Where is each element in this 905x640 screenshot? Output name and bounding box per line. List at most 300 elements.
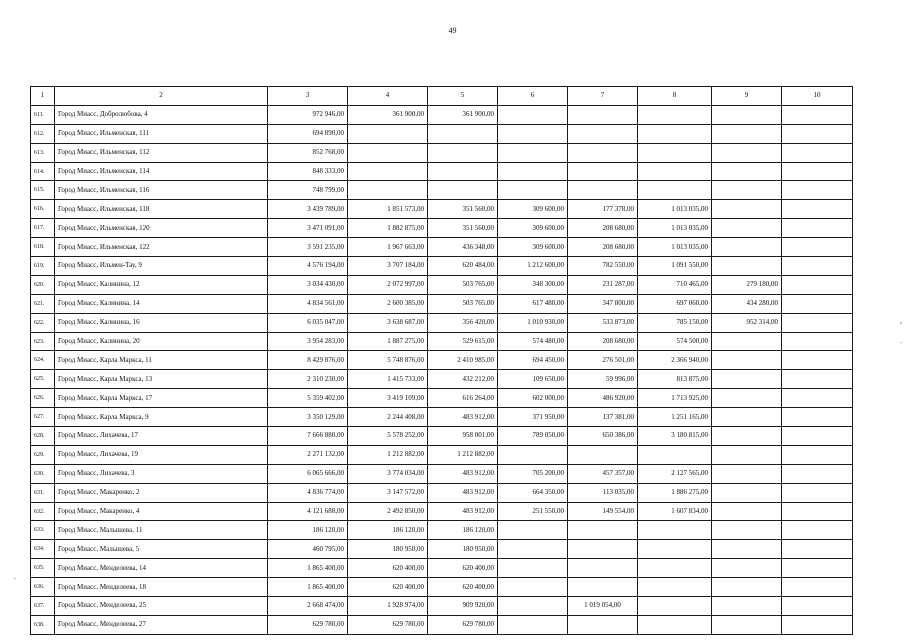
value-cell-col10 [782, 408, 853, 427]
value-cell-col9 [712, 370, 782, 389]
address-cell: Город Миасс, Ильменская, 112 [55, 143, 268, 162]
value-cell-col3: 629 780,00 [268, 615, 348, 634]
value-cell-col4: 3 707 184,00 [348, 257, 428, 276]
value-cell-col8: 697 060,00 [638, 294, 712, 313]
value-cell-col3: 3 954 283,00 [268, 332, 348, 351]
value-cell-col3: 4 121 688,00 [268, 502, 348, 521]
table-row [31, 332, 853, 351]
value-cell-col4: 2 492 850,00 [348, 502, 428, 521]
value-cell-col8 [638, 559, 712, 578]
address-cell: Город Миасс, Лихачева, 3 [55, 464, 268, 483]
page-number: 49 [448, 26, 457, 35]
value-cell-col5: 620 400,00 [428, 578, 498, 597]
value-cell-col3: 8 429 876,00 [268, 351, 348, 370]
value-cell-col4: 1 928 974,00 [348, 597, 428, 616]
value-cell-col8 [638, 143, 712, 162]
value-cell-col3: 3 439 789,00 [268, 200, 348, 219]
address-cell: Город Миасс, Менделеева, 25 [55, 597, 268, 616]
value-cell-col10 [782, 351, 853, 370]
value-cell-col3: 3 471 091,00 [268, 219, 348, 238]
value-cell-col5: 620 484,00 [428, 257, 498, 276]
row-number-cell: 636. [31, 578, 55, 597]
value-cell-col9 [712, 445, 782, 464]
value-cell-col9 [712, 389, 782, 408]
value-cell-col4: 5 748 876,00 [348, 351, 428, 370]
value-cell-col10 [782, 540, 853, 559]
value-cell-col5 [428, 143, 498, 162]
value-cell-col3: 852 768,00 [268, 143, 348, 162]
value-cell-col5 [428, 162, 498, 181]
row-number-cell: 633. [31, 521, 55, 540]
value-cell-col6 [498, 559, 568, 578]
address-cell: Город Миасс, Карла Маркса, 11 [55, 351, 268, 370]
value-cell-col10 [782, 313, 853, 332]
value-cell-col5: 503 765,00 [428, 275, 498, 294]
value-cell-col7 [568, 615, 638, 634]
value-cell-col10 [782, 615, 853, 634]
value-cell-col6 [498, 615, 568, 634]
value-cell-col3: 6 035 047,00 [268, 313, 348, 332]
scan-mark [14, 578, 16, 579]
value-cell-col9: 434 280,00 [712, 294, 782, 313]
value-cell-col8 [638, 124, 712, 143]
value-cell-col3: 2 310 230,00 [268, 370, 348, 389]
value-cell-col10 [782, 521, 853, 540]
value-cell-col10 [782, 445, 853, 464]
row-number-cell: 615. [31, 181, 55, 200]
value-cell-col10 [782, 124, 853, 143]
value-cell-col9: 279 180,00 [712, 275, 782, 294]
value-cell-col6: 574 480,00 [498, 332, 568, 351]
value-cell-col5: 351 560,00 [428, 219, 498, 238]
value-cell-col8 [638, 597, 712, 616]
value-cell-col6: 1 010 930,00 [498, 313, 568, 332]
value-cell-col5: 180 950,00 [428, 540, 498, 559]
address-cell: Город Миасс, Ильменская, 116 [55, 181, 268, 200]
value-cell-col7: 208 680,00 [568, 332, 638, 351]
row-number-cell: 618. [31, 238, 55, 257]
value-cell-col10 [782, 332, 853, 351]
value-cell-col5: 629 780,00 [428, 615, 498, 634]
value-cell-col6 [498, 124, 568, 143]
value-cell-col8: 1 013 035,00 [638, 200, 712, 219]
value-cell-col4 [348, 162, 428, 181]
row-number-cell: 627. [31, 408, 55, 427]
value-cell-col4 [348, 181, 428, 200]
value-cell-col3: 3 591 235,00 [268, 238, 348, 257]
value-cell-col4: 3 638 687,00 [348, 313, 428, 332]
table-row [31, 200, 853, 219]
column-header-7: 7 [568, 87, 638, 106]
value-cell-col10 [782, 389, 853, 408]
value-cell-col5: 483 912,00 [428, 483, 498, 502]
value-cell-col9 [712, 578, 782, 597]
value-cell-col8: 1 607 834,00 [638, 502, 712, 521]
table-row [31, 294, 853, 313]
value-cell-col5: 436 348,00 [428, 238, 498, 257]
value-cell-col6 [498, 143, 568, 162]
value-cell-col5: 356 420,00 [428, 313, 498, 332]
value-cell-col8: 1 091 550,00 [638, 257, 712, 276]
address-cell: Город Миасс, Макаренко, 2 [55, 483, 268, 502]
value-cell-col3: 694 890,00 [268, 124, 348, 143]
value-cell-col10 [782, 578, 853, 597]
value-cell-col9 [712, 427, 782, 446]
value-cell-col3: 4 834 561,00 [268, 294, 348, 313]
value-cell-col6: 789 050,00 [498, 427, 568, 446]
value-cell-col6 [498, 105, 568, 124]
row-number-cell: 621. [31, 294, 55, 313]
value-cell-col9 [712, 219, 782, 238]
table-row [31, 427, 853, 446]
register-table [30, 86, 853, 635]
value-cell-col3: 1 865 400,00 [268, 578, 348, 597]
address-cell: Город Миасс, Менделеева, 14 [55, 559, 268, 578]
value-cell-col8: 813 875,00 [638, 370, 712, 389]
value-cell-col5: 909 920,00 [428, 597, 498, 616]
address-cell: Город Миасс, Добролюбова, 4 [55, 105, 268, 124]
value-cell-col4: 2 072 997,00 [348, 275, 428, 294]
value-cell-col10 [782, 162, 853, 181]
address-cell: Город Миасс, Калинина, 14 [55, 294, 268, 313]
value-cell-col10 [782, 427, 853, 446]
value-cell-col9 [712, 597, 782, 616]
value-cell-col7: 208 680,00 [568, 219, 638, 238]
table-row [31, 143, 853, 162]
value-cell-col4: 361 900,00 [348, 105, 428, 124]
address-cell: Город Миасс, Карла Маркса, 9 [55, 408, 268, 427]
value-cell-col7 [568, 162, 638, 181]
value-cell-col4: 1 967 663,00 [348, 238, 428, 257]
value-cell-col6: 309 600,00 [498, 200, 568, 219]
table-row [31, 483, 853, 502]
value-cell-col3: 4 836 774,00 [268, 483, 348, 502]
table-row [31, 219, 853, 238]
value-cell-col10 [782, 257, 853, 276]
value-cell-col3: 2 271 132,00 [268, 445, 348, 464]
value-cell-col10 [782, 238, 853, 257]
column-header-6: 6 [498, 87, 568, 106]
address-cell: Город Миасс, Ильмен-Тау, 9 [55, 257, 268, 276]
value-cell-col4 [348, 143, 428, 162]
value-cell-col9 [712, 615, 782, 634]
value-cell-col4: 180 950,00 [348, 540, 428, 559]
value-cell-col8: 1 013 035,00 [638, 219, 712, 238]
value-cell-col5: 351 560,00 [428, 200, 498, 219]
value-cell-col6: 1 212 600,00 [498, 257, 568, 276]
table-row [31, 464, 853, 483]
value-cell-col6: 348 300,00 [498, 275, 568, 294]
value-cell-col8 [638, 540, 712, 559]
value-cell-col3: 3 034 430,00 [268, 275, 348, 294]
address-cell: Город Миасс, Менделеева, 27 [55, 615, 268, 634]
table-row [31, 615, 853, 634]
table-row [31, 105, 853, 124]
row-number-cell: 626. [31, 389, 55, 408]
value-cell-col7: 137 381,00 [568, 408, 638, 427]
value-cell-col7: 208 680,00 [568, 238, 638, 257]
value-cell-col7: 149 554,00 [568, 502, 638, 521]
value-cell-col7: 650 386,00 [568, 427, 638, 446]
value-cell-col3: 1 865 400,00 [268, 559, 348, 578]
row-number-cell: 622. [31, 313, 55, 332]
row-number-cell: 631. [31, 483, 55, 502]
value-cell-col7 [568, 521, 638, 540]
value-cell-col5: 1 212 882,00 [428, 445, 498, 464]
column-header-10: 10 [782, 87, 853, 106]
value-cell-col10 [782, 464, 853, 483]
column-header-2: 2 [55, 87, 268, 106]
value-cell-col8: 785 150,00 [638, 313, 712, 332]
value-cell-col3: 460 795,00 [268, 540, 348, 559]
value-cell-col9 [712, 162, 782, 181]
value-cell-col9 [712, 143, 782, 162]
address-cell: Город Миасс, Ильменская, 111 [55, 124, 268, 143]
value-cell-col9 [712, 351, 782, 370]
value-cell-col8: 1 251 165,00 [638, 408, 712, 427]
value-cell-col7 [568, 578, 638, 597]
value-cell-col6 [498, 162, 568, 181]
table-row [31, 540, 853, 559]
value-cell-col7 [568, 105, 638, 124]
table-row [31, 257, 853, 276]
value-cell-col8: 1 013 035,00 [638, 238, 712, 257]
value-cell-col4: 1 882 875,00 [348, 219, 428, 238]
address-cell: Город Миасс, Калинина, 20 [55, 332, 268, 351]
value-cell-col9 [712, 257, 782, 276]
address-cell: Город Миасс, Карла Маркса, 17 [55, 389, 268, 408]
value-cell-col9: 952 314,00 [712, 313, 782, 332]
value-cell-col10 [782, 275, 853, 294]
value-cell-col7: 486 920,00 [568, 389, 638, 408]
value-cell-col4: 2 244 408,00 [348, 408, 428, 427]
value-cell-col7: 276 501,00 [568, 351, 638, 370]
value-cell-col8 [638, 105, 712, 124]
address-cell: Город Миасс, Ильменская, 114 [55, 162, 268, 181]
value-cell-col8: 3 180 815,00 [638, 427, 712, 446]
value-cell-col9 [712, 105, 782, 124]
row-number-cell: 638. [31, 615, 55, 634]
value-cell-col10 [782, 294, 853, 313]
value-cell-col6: 705 200,00 [498, 464, 568, 483]
column-header-4: 4 [348, 87, 428, 106]
value-cell-col6: 617 480,00 [498, 294, 568, 313]
value-cell-col10 [782, 559, 853, 578]
table-row [31, 408, 853, 427]
value-cell-col8: 710 465,00 [638, 275, 712, 294]
value-cell-col4 [348, 124, 428, 143]
table-row [31, 275, 853, 294]
header-row [31, 87, 853, 106]
table-row [31, 370, 853, 389]
value-cell-col3: 7 666 880,00 [268, 427, 348, 446]
value-cell-col5: 616 264,00 [428, 389, 498, 408]
value-cell-col6: 371 950,00 [498, 408, 568, 427]
address-cell: Город Миасс, Ильменская, 120 [55, 219, 268, 238]
row-number-cell: 620. [31, 275, 55, 294]
value-cell-col6 [498, 181, 568, 200]
row-number-cell: 612. [31, 124, 55, 143]
value-cell-col6 [498, 597, 568, 616]
column-header-8: 8 [638, 87, 712, 106]
scan-mark [900, 322, 902, 324]
value-cell-col10 [782, 143, 853, 162]
value-cell-col8: 1 713 925,00 [638, 389, 712, 408]
scan-mark [900, 342, 902, 343]
value-cell-col5: 483 912,00 [428, 464, 498, 483]
value-cell-col6 [498, 521, 568, 540]
row-number-cell: 629. [31, 445, 55, 464]
table-row [31, 351, 853, 370]
row-number-cell: 637. [31, 597, 55, 616]
value-cell-col9 [712, 559, 782, 578]
value-cell-col10 [782, 502, 853, 521]
value-cell-col5: 503 765,00 [428, 294, 498, 313]
value-cell-col3: 748 799,00 [268, 181, 348, 200]
value-cell-col8: 2 366 940,00 [638, 351, 712, 370]
value-cell-col3: 2 668 474,00 [268, 597, 348, 616]
table-row [31, 445, 853, 464]
value-cell-col8 [638, 181, 712, 200]
value-cell-col5 [428, 124, 498, 143]
value-cell-col6: 109 650,00 [498, 370, 568, 389]
value-cell-col4: 1 415 733,00 [348, 370, 428, 389]
table-row [31, 389, 853, 408]
value-cell-col9 [712, 521, 782, 540]
column-header-5: 5 [428, 87, 498, 106]
value-cell-col5: 2 410 985,00 [428, 351, 498, 370]
value-cell-col7: 533 873,00 [568, 313, 638, 332]
value-cell-col8 [638, 521, 712, 540]
value-cell-col5: 620 400,00 [428, 559, 498, 578]
row-number-cell: 628. [31, 427, 55, 446]
value-cell-col6: 664 350,00 [498, 483, 568, 502]
address-cell: Город Миасс, Ильменская, 118 [55, 200, 268, 219]
value-cell-col4: 1 851 573,00 [348, 200, 428, 219]
value-cell-col10 [782, 181, 853, 200]
value-cell-col4: 186 120,00 [348, 521, 428, 540]
table-row [31, 597, 853, 616]
value-cell-col7: 782 550,00 [568, 257, 638, 276]
value-cell-col10 [782, 597, 853, 616]
row-number-cell: 630. [31, 464, 55, 483]
value-cell-col7: 347 800,00 [568, 294, 638, 313]
table-row [31, 578, 853, 597]
value-cell-col4: 1 887 275,00 [348, 332, 428, 351]
value-cell-col4: 620 400,00 [348, 578, 428, 597]
row-number-cell: 617. [31, 219, 55, 238]
value-cell-col7: 59 996,00 [568, 370, 638, 389]
value-cell-col10 [782, 200, 853, 219]
value-cell-col9 [712, 502, 782, 521]
value-cell-col5: 529 615,00 [428, 332, 498, 351]
value-cell-col7 [568, 559, 638, 578]
value-cell-col10 [782, 105, 853, 124]
value-cell-col5: 958 001,00 [428, 427, 498, 446]
value-cell-col9 [712, 124, 782, 143]
value-cell-col6 [498, 445, 568, 464]
value-cell-col5 [428, 181, 498, 200]
value-cell-col7: 231 287,00 [568, 275, 638, 294]
value-cell-col3: 848 333,00 [268, 162, 348, 181]
value-cell-col7: 1 019 054,00 [568, 597, 638, 616]
value-cell-col9 [712, 200, 782, 219]
address-cell: Город Миасс, Лихачева, 17 [55, 427, 268, 446]
value-cell-col8 [638, 162, 712, 181]
value-cell-col3: 186 120,00 [268, 521, 348, 540]
value-cell-col8 [638, 445, 712, 464]
row-number-cell: 635. [31, 559, 55, 578]
row-number-cell: 625. [31, 370, 55, 389]
value-cell-col7: 457 357,00 [568, 464, 638, 483]
row-number-cell: 623. [31, 332, 55, 351]
column-header-1: 1 [31, 87, 55, 106]
address-cell: Город Миасс, Менделеева, 18 [55, 578, 268, 597]
address-cell: Город Миасс, Лихачева, 19 [55, 445, 268, 464]
value-cell-col5: 483 912,00 [428, 502, 498, 521]
value-cell-col7 [568, 124, 638, 143]
value-cell-col9 [712, 408, 782, 427]
table-row [31, 559, 853, 578]
table-row [31, 181, 853, 200]
value-cell-col6 [498, 540, 568, 559]
address-cell: Город Миасс, Калинина, 16 [55, 313, 268, 332]
value-cell-col5: 432 212,00 [428, 370, 498, 389]
table-row [31, 124, 853, 143]
value-cell-col4: 5 578 252,00 [348, 427, 428, 446]
column-header-3: 3 [268, 87, 348, 106]
row-number-cell: 614. [31, 162, 55, 181]
value-cell-col3: 3 350 129,00 [268, 408, 348, 427]
table-body [31, 87, 853, 635]
table-row [31, 238, 853, 257]
value-cell-col8 [638, 615, 712, 634]
row-number-cell: 619. [31, 257, 55, 276]
value-cell-col3: 6 065 666,00 [268, 464, 348, 483]
address-cell: Город Миасс, Макаренко, 4 [55, 502, 268, 521]
value-cell-col8: 574 500,00 [638, 332, 712, 351]
value-cell-col4: 620 400,00 [348, 559, 428, 578]
table-row [31, 502, 853, 521]
row-number-cell: 624. [31, 351, 55, 370]
value-cell-col8 [638, 578, 712, 597]
value-cell-col9 [712, 540, 782, 559]
value-cell-col6: 694 450,00 [498, 351, 568, 370]
value-cell-col4: 1 212 882,00 [348, 445, 428, 464]
value-cell-col6: 602 000,00 [498, 389, 568, 408]
value-cell-col4: 2 600 385,00 [348, 294, 428, 313]
value-cell-col6: 309 600,00 [498, 238, 568, 257]
value-cell-col4: 3 147 572,00 [348, 483, 428, 502]
value-cell-col6: 309 600,00 [498, 219, 568, 238]
address-cell: Город Миасс, Ильменская, 122 [55, 238, 268, 257]
table-row [31, 521, 853, 540]
value-cell-col4: 629 780,00 [348, 615, 428, 634]
value-cell-col10 [782, 483, 853, 502]
value-cell-col9 [712, 332, 782, 351]
value-cell-col7: 177 378,00 [568, 200, 638, 219]
row-number-cell: 613. [31, 143, 55, 162]
row-number-cell: 634. [31, 540, 55, 559]
value-cell-col4: 3 774 034,00 [348, 464, 428, 483]
value-cell-col8: 1 886 275,00 [638, 483, 712, 502]
value-cell-col7: 113 035,00 [568, 483, 638, 502]
column-header-9: 9 [712, 87, 782, 106]
address-cell: Город Миасс, Малышева, 5 [55, 540, 268, 559]
row-number-cell: 611. [31, 105, 55, 124]
table-row [31, 162, 853, 181]
address-cell: Город Миасс, Малышева, 11 [55, 521, 268, 540]
